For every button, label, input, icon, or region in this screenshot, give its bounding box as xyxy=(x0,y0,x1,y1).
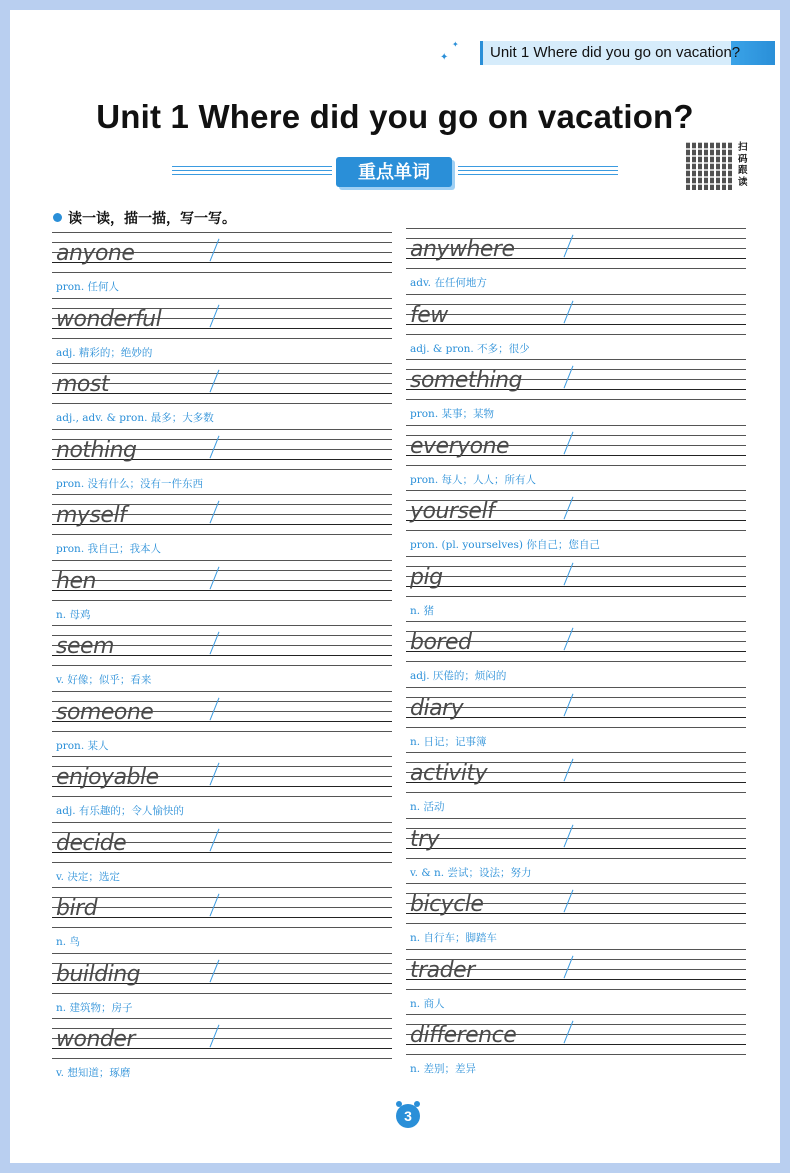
vocab-entry xyxy=(52,494,392,554)
word-meaning: n. 猪 xyxy=(410,604,434,617)
word-meaning: adj. 精彩的；绝妙的 xyxy=(56,346,153,359)
vocab-entry xyxy=(406,556,746,616)
word-meaning: n. 建筑物；房子 xyxy=(56,1001,133,1014)
trace-word[interactable]: few xyxy=(410,302,448,328)
writing-rule xyxy=(406,727,746,728)
trace-word[interactable]: decide xyxy=(56,830,127,856)
writing-rule xyxy=(406,425,746,426)
writing-rule xyxy=(52,756,392,757)
trace-word[interactable]: everyone xyxy=(410,433,510,459)
writing-rule xyxy=(406,828,746,829)
vocab-entry xyxy=(406,883,746,943)
vocab-entry xyxy=(52,625,392,685)
writing-rule xyxy=(406,530,746,531)
vocab-entry xyxy=(406,752,746,812)
writing-rule xyxy=(52,494,392,495)
writing-rule xyxy=(52,272,392,273)
writing-rule xyxy=(52,796,392,797)
page-number: 3 xyxy=(396,1104,420,1128)
trace-word[interactable]: yourself xyxy=(410,499,495,524)
word-meaning: pron. 没有什么；没有一件东西 xyxy=(56,477,203,490)
vocab-entry xyxy=(406,359,746,419)
instruction xyxy=(53,208,236,228)
word-meaning: adj., adv. & pron. 最多；大多数 xyxy=(56,412,214,424)
writing-rule xyxy=(52,469,392,470)
word-meaning: n. 商人 xyxy=(410,997,445,1010)
writing-rule xyxy=(406,490,746,491)
writing-rule xyxy=(406,661,746,662)
writing-rule xyxy=(52,897,392,898)
writing-rule xyxy=(52,534,392,535)
word-meaning: pron. 每人；人人；所有人 xyxy=(410,473,536,486)
writing-rule xyxy=(52,665,392,666)
trace-word[interactable]: someone xyxy=(56,699,154,725)
word-meaning: pron. 某事；某物 xyxy=(410,408,494,420)
vocab-entry xyxy=(52,232,392,292)
vocab-entry xyxy=(52,429,392,489)
writing-rule xyxy=(406,1014,746,1015)
writing-rule xyxy=(406,566,746,567)
writing-rule xyxy=(52,590,392,591)
word-meaning: pron. 我自己；我本人 xyxy=(56,543,161,555)
trace-word[interactable]: anyone xyxy=(56,241,135,266)
writing-rule xyxy=(406,586,746,587)
word-meaning: n. 鸟 xyxy=(56,936,80,948)
vocab-entry xyxy=(52,822,392,882)
word-meaning: n. 母鸡 xyxy=(56,608,91,621)
writing-rule xyxy=(52,580,392,581)
writing-rule xyxy=(52,600,392,601)
word-meaning: adv. 在任何地方 xyxy=(410,277,487,289)
word-meaning: v. 好像；似乎；看来 xyxy=(56,674,152,686)
word-meaning: v. 决定；选定 xyxy=(56,870,120,883)
writing-rule xyxy=(52,731,392,732)
writing-rule xyxy=(406,949,746,950)
trace-word[interactable]: anywhere xyxy=(410,237,515,262)
writing-rule xyxy=(406,687,746,688)
writing-rule xyxy=(406,858,746,859)
writing-rule xyxy=(52,363,392,364)
writing-rule xyxy=(52,927,392,928)
writing-rule xyxy=(406,556,746,557)
qr-code[interactable] xyxy=(686,142,734,190)
instruction-text: 读一读，描一描，写一写。 xyxy=(68,210,236,226)
writing-rule xyxy=(52,1018,392,1019)
writing-rule xyxy=(52,993,392,994)
banner-decoration-left xyxy=(172,163,332,177)
writing-rule xyxy=(52,560,392,561)
trace-word[interactable]: something xyxy=(410,368,522,393)
trace-word[interactable]: bored xyxy=(410,630,472,655)
vocab-entry xyxy=(406,425,746,485)
word-meaning: pron. 某人 xyxy=(56,739,109,752)
writing-rule xyxy=(406,989,746,990)
writing-rule xyxy=(52,953,392,954)
word-meaning: n. 活动 xyxy=(410,801,445,813)
vocab-entry xyxy=(406,228,746,288)
writing-rule xyxy=(406,268,746,269)
trace-word[interactable]: diary xyxy=(410,695,464,721)
vocab-entry xyxy=(52,756,392,816)
writing-rule xyxy=(406,294,746,295)
writing-rule xyxy=(52,338,392,339)
word-meaning: adj. 厌倦的；烦闷的 xyxy=(410,670,507,682)
writing-rule xyxy=(52,403,392,404)
page-title: Unit 1 Where did you go on vacation? xyxy=(96,98,694,135)
right-column xyxy=(406,228,746,1078)
word-meaning: adj. 有乐趣的；令人愉快的 xyxy=(56,805,184,817)
writing-rule xyxy=(406,923,746,924)
qr-label: 扫码跟读 xyxy=(738,142,748,188)
trace-word[interactable]: enjoyable xyxy=(56,765,159,790)
vocab-entry xyxy=(406,294,746,354)
writing-rule xyxy=(406,818,746,819)
word-meaning: pron. (pl. yourselves) 你自己；您自己 xyxy=(410,539,600,551)
word-meaning: adj. & pron. 不多；很少 xyxy=(410,342,530,355)
writing-rule xyxy=(52,887,392,888)
writing-rule xyxy=(52,907,392,908)
trace-word[interactable]: seem xyxy=(56,634,114,659)
word-meaning: v. & n. 尝试；设法；努力 xyxy=(410,866,532,879)
writing-rule xyxy=(406,621,746,622)
word-meaning: n. 日记；记事簿 xyxy=(410,735,487,748)
trace-word[interactable]: wonderful xyxy=(56,306,162,332)
vocab-entry xyxy=(52,691,392,751)
writing-rule xyxy=(406,848,746,849)
writing-rule xyxy=(406,228,746,229)
word-meaning: pron. 任何人 xyxy=(56,281,119,293)
vocab-entry xyxy=(52,1018,392,1078)
vocab-entry xyxy=(406,1014,746,1074)
vocab-entry xyxy=(406,687,746,747)
trace-word[interactable]: bicycle xyxy=(410,892,484,917)
vocab-entry xyxy=(406,818,746,878)
writing-rule xyxy=(406,314,746,315)
writing-rule xyxy=(52,862,392,863)
vocab-entry xyxy=(52,298,392,358)
vocab-entry xyxy=(406,949,746,1009)
word-meaning: n. 自行车；脚踏车 xyxy=(410,932,497,944)
writing-rule xyxy=(406,883,746,884)
trace-word[interactable]: bird xyxy=(56,896,98,921)
trace-word[interactable]: hen xyxy=(56,568,96,594)
vocab-entry xyxy=(52,887,392,947)
trace-word[interactable]: building xyxy=(56,961,141,987)
vocab-entry xyxy=(406,490,746,550)
trace-word[interactable]: myself xyxy=(56,503,127,528)
vocab-entry xyxy=(52,363,392,423)
writing-rule xyxy=(406,792,746,793)
writing-rule xyxy=(52,1058,392,1059)
trace-word[interactable]: wonder xyxy=(56,1027,135,1052)
trace-word[interactable]: activity xyxy=(410,761,488,786)
writing-rule xyxy=(406,752,746,753)
writing-rule xyxy=(406,324,746,325)
writing-rule xyxy=(52,691,392,692)
writing-rule xyxy=(406,304,746,305)
trace-word[interactable]: try xyxy=(410,826,440,852)
vocab-entry xyxy=(52,953,392,1013)
trace-word[interactable]: difference xyxy=(410,1023,517,1048)
trace-word[interactable]: most xyxy=(56,372,109,397)
writing-rule xyxy=(52,232,392,233)
writing-rule xyxy=(406,334,746,335)
writing-rule xyxy=(52,917,392,918)
trace-word[interactable]: nothing xyxy=(56,437,137,463)
writing-rule xyxy=(406,596,746,597)
writing-rule xyxy=(52,298,392,299)
writing-rule xyxy=(52,429,392,430)
writing-rule xyxy=(406,838,746,839)
writing-rule xyxy=(406,399,746,400)
bullet-icon xyxy=(53,213,62,222)
word-meaning: v. 想知道；琢磨 xyxy=(56,1067,131,1079)
trace-word[interactable]: trader xyxy=(410,957,475,983)
writing-rule xyxy=(52,625,392,626)
left-column xyxy=(52,232,392,1082)
running-header: Unit 1 Where did you go on vacation? xyxy=(490,44,741,61)
star-icon: ✦ xyxy=(452,40,459,49)
star-icon: ✦ xyxy=(440,52,449,63)
writing-rule xyxy=(406,359,746,360)
writing-rule xyxy=(52,822,392,823)
word-meaning: n. 差别；差异 xyxy=(410,1063,476,1075)
writing-rule xyxy=(406,465,746,466)
writing-rule xyxy=(406,1054,746,1055)
writing-rule xyxy=(406,576,746,577)
writing-rule xyxy=(52,570,392,571)
vocab-entry xyxy=(52,560,392,620)
section-banner: 重点单词 xyxy=(336,157,452,187)
trace-word[interactable]: pig xyxy=(410,564,443,590)
vocab-entry xyxy=(406,621,746,681)
banner-decoration-right xyxy=(458,163,618,177)
